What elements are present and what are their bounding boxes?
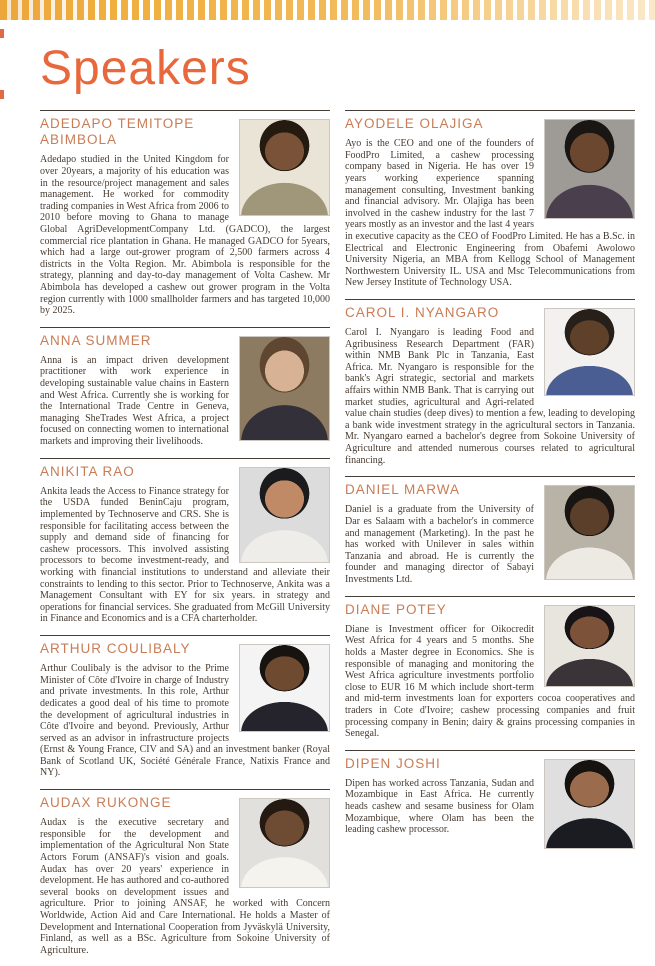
speaker-name: AUDAX RUKONGE — [40, 795, 172, 811]
speaker-photo — [239, 467, 330, 563]
speaker-bio: Anna is an impact driven development practitioner with work experience in developing sustainable value chains in Eastern and West Africa. Currently she is working for the International Trade Centre in Geneva, managing SheTrades West Africa, a project focused on connecting women to international markets and improving their livelihoods. — [40, 354, 229, 448]
section-divider — [40, 110, 330, 111]
speaker-photo — [544, 605, 635, 687]
speaker-bio: Dipen has worked across Tanzania, Sudan and Mozambique in East Africa. He currently heads cashew and sesame business for Olam Mozambique, where Olam has been the leading cashew processor. — [345, 777, 534, 836]
section-divider — [40, 458, 330, 459]
section-divider — [40, 789, 330, 790]
edge-mark — [0, 29, 4, 38]
speaker-photo — [239, 798, 330, 888]
speaker-bio: Carol I. Nyangaro is leading Food and Agribusiness Research Department (FAR) within NMB Bank Plc in Tanzania, East Africa. Mr. Nyangaro is responsible for the bank's Agri strategic, sectorial and markets affairs within NMB Bank. That is carrying out market studies, agricultural and Agri-related value chain studies (deep dives) to mention a few, leading to developing a bank wide investment strategy in the agricultural sectors in Tanzania. Mr. Nyangaro earned a bachelor's degree from Sokoine University of Agriculture and attended numerous courses related to agricultural financing. — [345, 327, 635, 466]
section-divider — [345, 110, 635, 111]
speaker-photo — [239, 119, 330, 216]
decorative-dashed-border — [0, 0, 655, 20]
speaker-bio: Audax is the executive secretary and responsible for the development and implementation of the Agricultural Non State Actors Forum (ANSAF)'s vision and goals. Audax has over 20 years' experience in development. He has authored and co-authored several books on development issues and agriculture. Prior to joining ANSAF, he worked with Concern Worldwide, Action Aid and Care International. He holds a Master of Development and International Cooperation from Jyväskylä University, Finland, as well as a BSc. Agriculture from Sokoine University of Agriculture. — [40, 817, 330, 956]
speaker-photo — [544, 119, 635, 219]
speaker-name: AYODELE OLAJIGA — [345, 116, 484, 131]
speaker-section-dipen — [345, 750, 635, 853]
speaker-bio: Adedapo studied in the United Kingdom for over 20years, a majority of his education was in the resource/project management and sales management. He worked for commodity trading companies in West Africa from 2006 to 2010 before moving to Ghana to manage Global AgriDevelopmentCompany Ltd. (GADCO), the largest commercial rice plantation in Ghana. He managed GADCO for 5years, which had a large out-grower program of 2,500 farmers across 4 districts in the Volta Region. Mr. Abimbola is responsible for the strategy, planning and day-to-day management of Volta Cashew. Mr Abimbola has developed a cashew out grower program in the Volta region currently with 1000 smallholder farmers and has targeted 10,000 by 2025. — [40, 154, 330, 317]
section-divider — [40, 327, 330, 328]
speaker-section-audax — [40, 789, 330, 956]
edge-mark — [0, 90, 4, 99]
speaker-photo — [239, 336, 330, 441]
speaker-bio: Ankita leads the Access to Finance strategy for the USDA funded BeninCaju program, implemented by Technoserve and CRS. She is responsible for facilitating access between the supply and demand side of financing for cashew processors. This involved assisting processors to become investment-ready, and working with financial institutions to understand and alleviate their constraints to lending to this sector. Prior to Technoserve, Ankita was a Management Consultant with EY for six years. in strategy and operations for financial services. She graduated from McGill University in Finance and Economics and is a CFA charterholder. — [40, 485, 330, 625]
speaker-bio: Ayo is the CEO and one of the founders of FoodPro Limited, a cashew processing company based in Nigeria. He has over 19 years working experience spanning management consulting, Investment banking and financial advisory. Mr. Olajiga has been involved in the cashew industry for the last 7 years mostly as an investor and the last 4 years in executive capacity as the CEO of FoodPro Limited. He has a B.Sc. in Electrical and Electronic Engineering from Obafemi Awolowo University Nigeria, an MBA from Kellogg School of Management Northwestern University IL. USA and Msc Telecommunications from New Jersey Institute of Technology USA. — [345, 138, 635, 289]
section-divider — [345, 750, 635, 751]
speaker-photo — [544, 759, 635, 849]
speaker-section-carol — [345, 299, 635, 466]
speaker-section-anna — [40, 327, 330, 448]
speaker-bio: Diane is Investment officer for Oikocredit West Africa for 4 years and 5 months. She holds a Master degree in Economics. She is responsible of managing and monitoring the West Africa agriculture investments portfolio close to EUR 16 M which include short-term and mid-term investments loan for exporters cocoa cooperatives and traders in Cote d'Ivoire; cashew processing companies and fruit processing company in Benin; dairy & grains processing companies in Senegal. — [345, 623, 635, 740]
speaker-section-arthur — [40, 635, 330, 779]
section-divider — [345, 299, 635, 300]
speaker-section-anikita — [40, 458, 330, 625]
speaker-bio: Arthur Coulibaly is the advisor to the Prime Minister of Côte d'Ivoire in charge of Industry and private investments. In this role, Arthur dedicates a good deal of his time to promote the development of agricultural industries in Côte d'Ivoire and beyond. Previously, Arthur served as an advisor in infrastructure projects (Ernst & Young France, CIV and SA) and an investment banker (Royal Bank of Scotland UK, Société Générale France, Natixis France and NY). — [40, 663, 330, 779]
section-divider — [40, 635, 330, 636]
speaker-bio: Daniel is a graduate from the University of Dar es Salaam with a bachelor's in commerce and management (Marketing). In the past he has worked with Unilever in sales within Tanzania and abroad. He is currently the founder and managing director of Sabayi Investments Ltd. — [345, 504, 534, 585]
speaker-name: DANIEL MARWA — [345, 482, 461, 498]
speaker-section-daniel — [345, 476, 635, 585]
speaker-photo — [544, 485, 635, 580]
speaker-columns — [0, 110, 655, 966]
speaker-name: ADEDAPO TEMITOPE ABIMBOLA — [40, 116, 195, 148]
speaker-name: DIANE POTEY — [345, 601, 447, 617]
speaker-name: ARTHUR COULIBALY — [40, 640, 191, 656]
page-title: Speakers — [40, 42, 251, 95]
speaker-name: ANIKITA RAO — [40, 463, 135, 479]
speaker-photo — [239, 644, 330, 732]
speaker-name: ANNA SUMMER — [40, 332, 152, 348]
section-divider — [345, 476, 635, 477]
speaker-section-ayodele — [345, 110, 635, 289]
left-column — [40, 110, 330, 966]
speaker-section-diane — [345, 596, 635, 740]
section-divider — [345, 596, 635, 597]
speaker-section-adedapo — [40, 110, 330, 317]
right-column — [345, 110, 635, 966]
speaker-name: CAROL I. NYANGARO — [345, 304, 500, 320]
speaker-name: DIPEN JOSHI — [345, 755, 441, 771]
speaker-photo — [544, 308, 635, 396]
